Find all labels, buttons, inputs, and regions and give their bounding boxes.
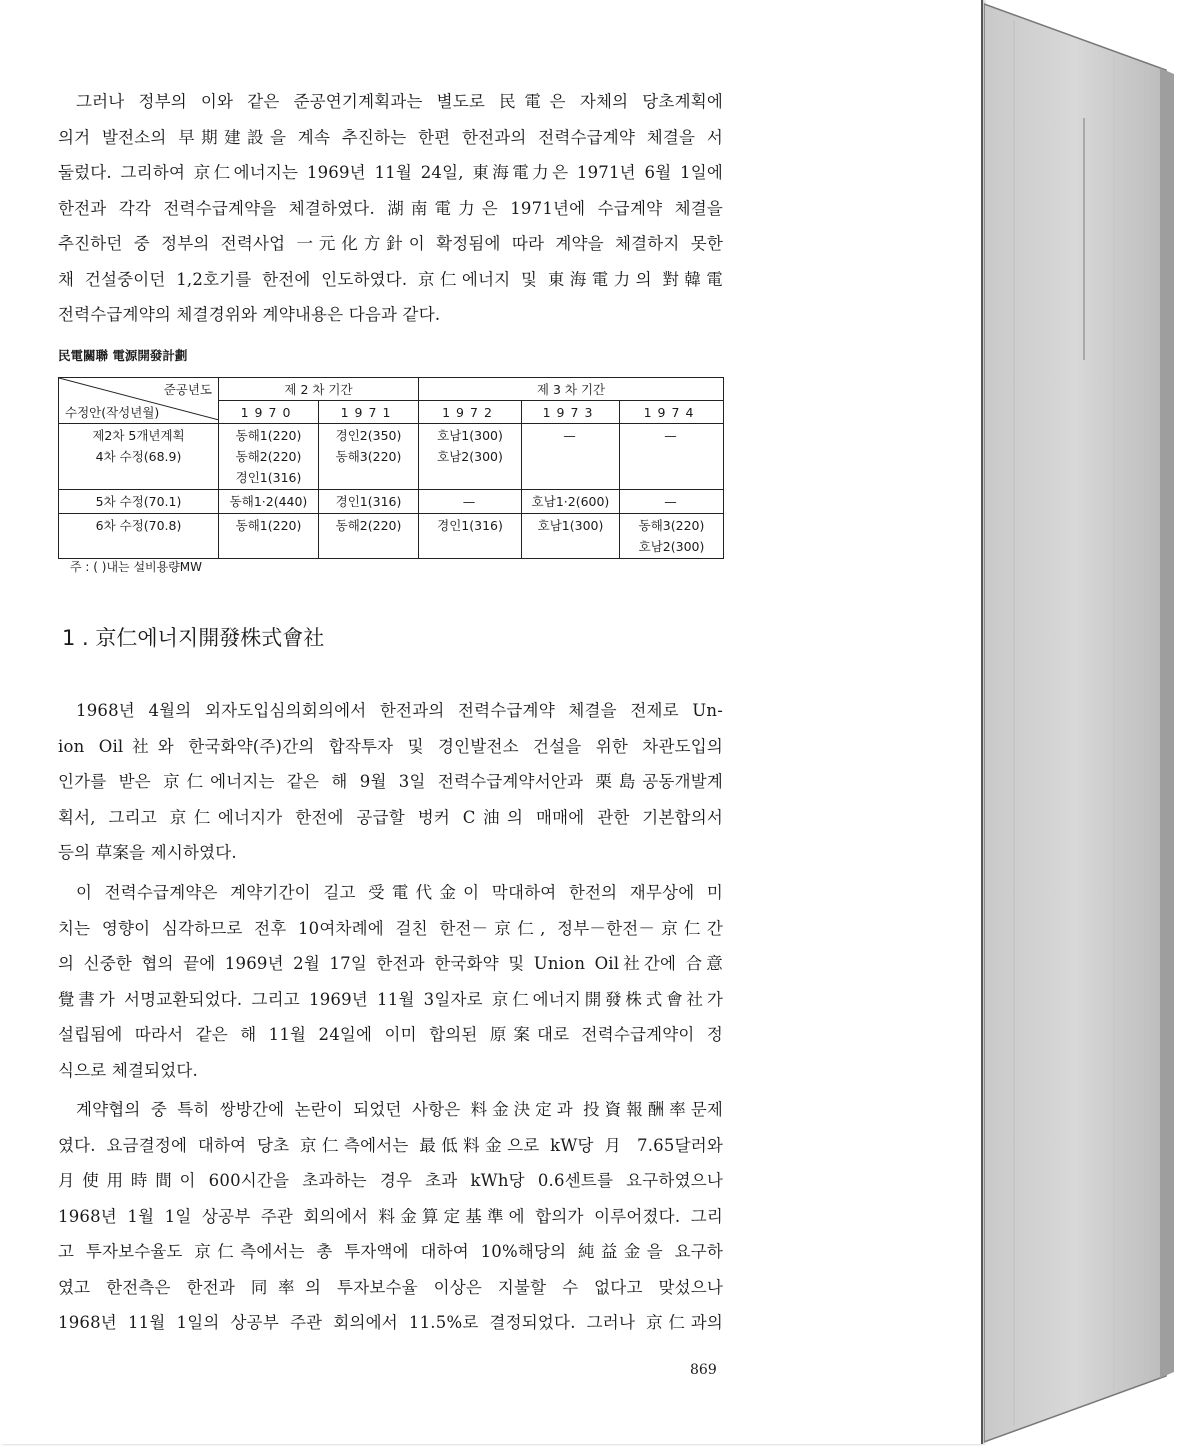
row-label <box>59 424 219 490</box>
cell-entry: 호남2(300) <box>437 449 503 464</box>
cell-entry: 호남1(300) <box>537 518 604 533</box>
corner-header-cell <box>59 378 219 424</box>
period2-header: 제 2 차 기간 <box>219 378 419 401</box>
power-development-plan-table <box>58 377 724 559</box>
cell-entry: 호남2(300) <box>638 539 705 554</box>
text-line: 이 전력수급계약은 계약기간이 길고 受電代金이 막대하여 한전의 재무상에 미 <box>76 883 723 902</box>
cell-entry: 동해3(220) <box>335 449 402 464</box>
table-cell <box>219 424 319 490</box>
table-cell <box>522 514 620 559</box>
intro-paragraph <box>58 84 723 333</box>
section-heading: 1 . 京仁에너지開發株式會社 <box>62 626 325 650</box>
row-label <box>59 514 219 559</box>
table-cell-empty <box>522 424 620 490</box>
row-label-line: 제2차 5개년계획 <box>92 428 185 443</box>
cell-entry: 호남1·2(600) <box>531 494 610 509</box>
cell-entry: 동해1(220) <box>235 428 302 443</box>
row-label-line: 5차 수정(70.1) <box>95 494 182 509</box>
table-cell <box>419 514 522 559</box>
table-cell <box>219 490 319 514</box>
table-cell-empty <box>419 490 522 514</box>
row-label <box>59 490 219 514</box>
cell-entry: — <box>664 494 677 509</box>
row-label-line: 4차 수정(68.9) <box>95 449 182 464</box>
text-line: 의 신중한 협의 끝에 1969년 2월 17일 한전과 한국화약 및 Union Oil社간에 合意 <box>58 954 723 973</box>
table-cell <box>419 424 522 490</box>
text-line: 채 건설중이던 1,2호기를 한전에 인도하였다. 京仁에너지 및 東海電力의 對韓電 <box>58 269 723 289</box>
cell-entry: — <box>462 494 476 509</box>
text-line: ion Oil社와 한국화약(주)간의 합작투자 및 경인발전소 건설을 위한 차관도입의 <box>58 736 723 756</box>
page-number: 869 <box>690 1362 717 1378</box>
table-cell-empty <box>620 424 724 490</box>
text-line: 1968년 4월의 외자도입심의회의에서 한전과의 전력수급계약 체결을 전제로 Un- <box>76 701 723 720</box>
table-header-row <box>59 378 724 401</box>
body-paragraph <box>58 693 723 871</box>
text-line: 치는 영향이 심각하므로 전후 10여차례에 걸친 한전－京仁, 정부－한전－京仁간 <box>58 918 723 938</box>
text-line: 月使用時間이 600시간을 초과하는 경우 초과 kWh당 0.6센트를 요구하였으나 <box>58 1171 723 1190</box>
body-paragraph <box>58 875 723 1088</box>
text-line: 한전과 각각 전력수급계약을 체결하였다. 湖南電力은 1971년에 수급계약 체결을 <box>58 198 723 218</box>
text-line: 추진하던 중 정부의 전력사업 一元化方針이 확정됨에 따라 계약을 체결하지 못한 <box>58 234 723 253</box>
text-line: 획서, 그리고 京仁에너지가 한전에 공급할 벙커 C油의 매매에 관한 기본합의서 <box>58 807 723 827</box>
text-line: 였다. 요금결정에 대하여 당초 京仁측에서는 最低料金으로 kW당 月 7.65달러와 <box>58 1135 723 1155</box>
row-label-line: 6차 수정(70.8) <box>95 518 182 533</box>
cell-entry: 경인1(316) <box>235 470 302 485</box>
year-header: 1972 <box>419 401 522 424</box>
table-cell <box>319 424 419 490</box>
table-cell-empty <box>620 490 724 514</box>
text-line: 인가를 받은 京仁에너지는 같은 해 9월 3일 전력수급계약서안과 栗島공동개발계 <box>58 772 723 791</box>
cell-entry: 동해3(220) <box>638 518 705 533</box>
year-header: 1971 <box>319 401 419 424</box>
corner-top-label: 준공년도 <box>163 382 212 397</box>
table-row <box>59 514 724 559</box>
text-line: 계약협의 중 특히 쌍방간에 논란이 되었던 사항은 料金決定과 投資報酬率문제 <box>76 1100 723 1119</box>
cell-entry: — <box>664 428 677 443</box>
table-note: 주 : ( )내는 설비용량MW <box>70 560 203 574</box>
text-line: 설립됨에 따라서 같은 해 11월 24일에 이미 합의된 原案대로 전력수급계약이 정 <box>58 1025 723 1044</box>
cell-entry: — <box>563 428 576 443</box>
book-page-edge <box>984 0 1177 1446</box>
text-line: 고 투자보수율도 京仁측에서는 총 투자액에 대하여 10%해당의 純益金을 요구하 <box>58 1242 723 1261</box>
text-line: 둘렀다. 그리하여 京仁에너지는 1969년 11월 24일, 東海電力은 1971년 6월 1일에 <box>58 163 723 182</box>
year-header: 1974 <box>620 401 724 424</box>
corner-bottom-label: 수정안(작성년월) <box>65 405 160 420</box>
cell-entry: 동해2(220) <box>335 518 402 533</box>
text-line: 1968년 1월 1일 상공부 주관 회의에서 料金算定基準에 합의가 이루어졌다. 그리 <box>58 1206 723 1226</box>
cell-entry: 호남1(300) <box>437 428 503 443</box>
text-line: 전력수급계약의 체결경위와 계약내용은 다음과 같다. <box>58 305 441 324</box>
cell-entry: 동해2(220) <box>235 449 302 464</box>
text-line: 覺書가 서명교환되었다. 그리고 1969년 11월 3일자로 京仁에너지開發株式會社가 <box>58 989 723 1009</box>
cell-entry: 동해1(220) <box>235 518 302 533</box>
table-row <box>59 424 724 490</box>
table-row <box>59 490 724 514</box>
period3-header: 제 3 차 기간 <box>419 378 724 401</box>
text-line: 1968년 11월 1일의 상공부 주관 회의에서 11.5%로 결정되었다. 그러나 京仁과의 <box>58 1313 723 1332</box>
cell-entry: 동해1·2(440) <box>229 494 308 509</box>
year-header: 1970 <box>219 401 319 424</box>
cell-entry: 경인2(350) <box>335 428 402 443</box>
text-line: 그러나 정부의 이와 같은 준공연기계획과는 별도로 民電은 자체의 당초계획에 <box>76 92 723 111</box>
table-cell <box>319 514 419 559</box>
table-cell <box>319 490 419 514</box>
table-cell <box>219 514 319 559</box>
text-line: 였고 한전측은 한전과 同率의 투자보수율 이상은 지불할 수 없다고 맞섰으나 <box>58 1277 723 1297</box>
text-line: 등의 草案을 제시하였다. <box>58 843 237 862</box>
table-cell <box>620 514 724 559</box>
table-cell <box>522 490 620 514</box>
body-paragraph <box>58 1092 723 1341</box>
year-header: 1973 <box>522 401 620 424</box>
text-line: 식으로 체결되었다. <box>58 1060 199 1080</box>
cell-entry: 경인1(316) <box>335 494 402 509</box>
cell-entry: 경인1(316) <box>437 518 503 533</box>
text-line: 의거 발전소의 早期建設을 계속 추진하는 한편 한전과의 전력수급계약 체결을 서 <box>58 127 723 147</box>
table-title: 民電關聯 電源開發計劃 <box>58 348 188 363</box>
